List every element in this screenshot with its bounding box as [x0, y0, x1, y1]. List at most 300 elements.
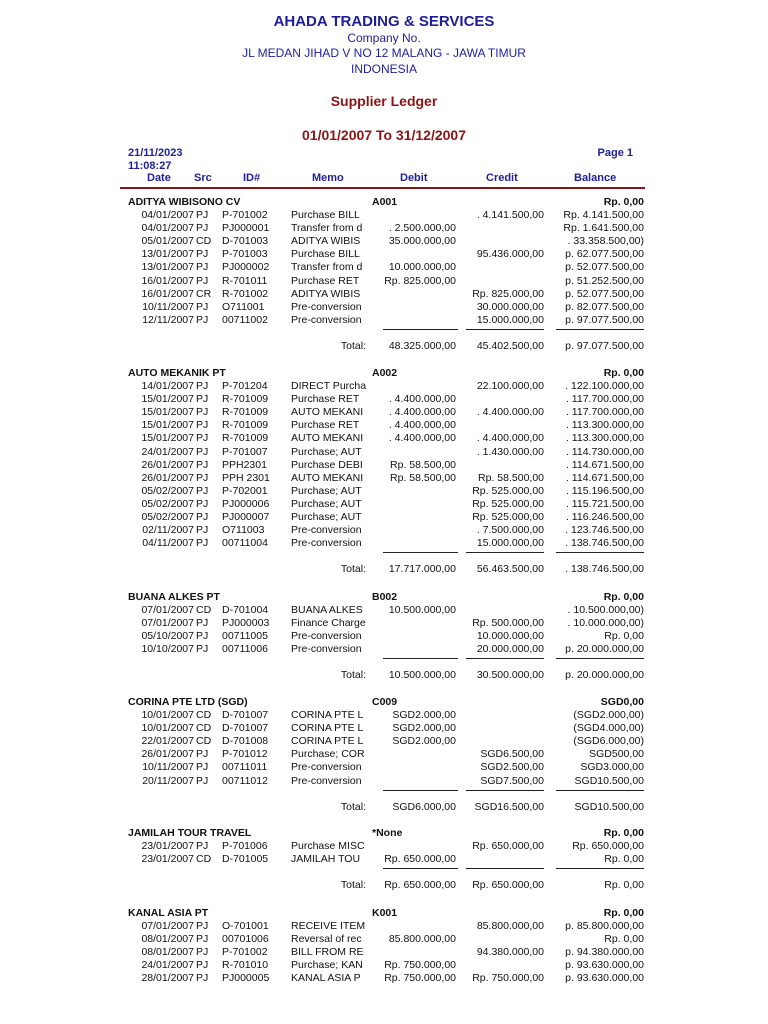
cell-id: P-701012	[222, 748, 268, 761]
transaction-row	[0, 617, 768, 630]
cell-id: 00711011	[222, 761, 268, 774]
cell-date: 13/01/2007	[141, 248, 194, 261]
cell-memo: Pre-conversion	[291, 761, 362, 774]
cell-cre: 85.800.000,00	[476, 920, 544, 933]
cell-id: PJ000001	[222, 222, 270, 235]
cell-bal: p. 51.252.500,00	[565, 274, 644, 287]
cell-cre: 15.000.000,00	[476, 313, 544, 326]
transaction-row	[0, 261, 768, 274]
cell-date: 23/01/2007	[141, 853, 194, 866]
cell-src: PJ	[196, 484, 209, 497]
supplier-header	[0, 827, 768, 840]
cell-src: PJ	[196, 524, 209, 537]
total-debit: SGD6.000,00	[392, 800, 456, 813]
cell-src: PJ	[196, 380, 209, 393]
total-rule	[0, 327, 768, 332]
total-balance: Rp. 0,00	[604, 879, 644, 892]
total-debit: 48.325.000,00	[388, 339, 456, 352]
cell-deb: . 4.400.000,00	[388, 406, 456, 419]
cell-src: PJ	[196, 406, 209, 419]
cell-memo: DIRECT Purcha	[291, 380, 367, 393]
transaction-row	[0, 959, 768, 972]
cell-memo: Purchase; AUT	[291, 484, 362, 497]
cell-date: 05/01/2007	[141, 235, 194, 248]
cell-memo: AUTO MEKANI	[291, 432, 364, 445]
cell-bal: . 114.671.500,00	[565, 471, 644, 484]
total-debit: 17.717.000,00	[388, 563, 456, 576]
cell-src: PJ	[196, 497, 209, 510]
cell-cre: Rp. 825.000,00	[472, 287, 544, 300]
cell-memo: CORINA PTE L	[291, 735, 364, 748]
supplier-name: JAMILAH TOUR TRAVEL	[128, 827, 252, 839]
total-label: Total:	[340, 800, 366, 813]
cell-memo: RECEIVE ITEM	[291, 920, 366, 933]
cell-memo: Purchase; KAN	[291, 959, 363, 972]
cell-id: P-702001	[222, 484, 268, 497]
transaction-row	[0, 314, 768, 327]
supplier-name: CORINA PTE LTD (SGD)	[128, 696, 248, 708]
cell-id: P-701204	[222, 380, 268, 393]
total-balance: p. 97.077.500,00	[565, 339, 644, 352]
cell-id: PPH 2301	[222, 471, 270, 484]
cell-date: 07/01/2007	[141, 617, 194, 630]
cell-deb: Rp. 58.500,00	[390, 471, 456, 484]
cell-memo: JAMILAH TOU	[291, 853, 361, 866]
cell-bal: . 116.246.500,00	[565, 511, 644, 524]
cell-bal: . 123.746.500,00	[565, 524, 644, 537]
supplier-opening-balance: Rp. 0,00	[603, 827, 644, 839]
cell-id: 00711012	[222, 774, 268, 787]
cell-date: 08/01/2007	[141, 946, 194, 959]
cell-bal: SGD3.000,00	[580, 761, 644, 774]
cell-memo: BUANA ALKES	[291, 604, 363, 617]
cell-memo: Purchase DEBI	[291, 458, 363, 471]
cell-src: PJ	[196, 643, 209, 656]
supplier-opening-balance: Rp. 0,00	[603, 907, 644, 919]
cell-date: 26/01/2007	[141, 748, 194, 761]
cell-src: CD	[196, 735, 212, 748]
cell-src: PJ	[196, 445, 209, 458]
total-debit: Rp. 650.000,00	[384, 879, 456, 892]
cell-cre: Rp. 500.000,00	[472, 617, 544, 630]
transaction-row	[0, 406, 768, 419]
cell-src: PJ	[196, 209, 209, 222]
cell-date: 15/01/2007	[141, 419, 194, 432]
cell-id: 00711004	[222, 537, 268, 550]
supplier-section	[0, 196, 768, 353]
cell-deb: SGD2.000,00	[392, 735, 456, 748]
supplier-code: A001	[372, 196, 398, 208]
cell-bal: p. 97.077.500,00	[565, 313, 644, 326]
cell-id: PJ000006	[222, 497, 270, 510]
cell-memo: Purchase; COR	[291, 748, 365, 761]
cell-date: 05/02/2007	[141, 484, 194, 497]
cell-cre: SGD2.500,00	[480, 761, 544, 774]
cell-id: R-701009	[222, 406, 269, 419]
cell-bal: . 114.730.000,00	[565, 445, 644, 458]
cell-memo: Purchase MISC	[291, 840, 365, 853]
cell-memo: Purchase; AUT	[291, 511, 362, 524]
transaction-row	[0, 485, 768, 498]
cell-bal: p. 52.077.500,00	[565, 261, 644, 274]
cell-id: R-701002	[222, 287, 269, 300]
cell-bal: . 33.358.500,00)	[567, 235, 644, 248]
cell-deb: SGD2.000,00	[392, 709, 456, 722]
total-credit: 56.463.500,00	[476, 563, 544, 576]
cell-id: R-701009	[222, 393, 269, 406]
transaction-row	[0, 432, 768, 445]
total-rule	[0, 866, 768, 871]
cell-deb: Rp. 58.500,00	[390, 458, 456, 471]
cell-cre: Rp. 525.000,00	[472, 497, 544, 510]
cell-src: PJ	[196, 959, 209, 972]
cell-id: D-701008	[222, 735, 269, 748]
cell-cre: 20.000.000,00	[476, 643, 544, 656]
cell-cre: . 1.430.000,00	[476, 445, 544, 458]
transaction-row	[0, 288, 768, 301]
cell-deb: . 4.400.000,00	[388, 432, 456, 445]
transaction-row	[0, 761, 768, 774]
supplier-section	[0, 367, 768, 576]
cell-src: CD	[196, 722, 212, 735]
cell-src: PJ	[196, 261, 209, 274]
transaction-row	[0, 972, 768, 985]
supplier-header	[0, 591, 768, 604]
company-name: AHADA TRADING & SERVICES	[273, 13, 495, 30]
report-title: Supplier Ledger	[330, 93, 438, 109]
cell-memo: ADITYA WIBIS	[291, 287, 361, 300]
cell-src: PJ	[196, 630, 209, 643]
supplier-header	[0, 907, 768, 920]
cell-memo: CORINA PTE L	[291, 709, 364, 722]
col-memo: Memo	[312, 172, 344, 184]
cell-date: 07/01/2007	[141, 604, 194, 617]
cell-id: D-701003	[222, 235, 269, 248]
transaction-row	[0, 735, 768, 748]
cell-memo: CORINA PTE L	[291, 722, 364, 735]
cell-deb: . 4.400.000,00	[388, 393, 456, 406]
total-label: Total:	[340, 669, 366, 682]
cell-bal: p. 82.077.500,00	[565, 300, 644, 313]
cell-cre: 30.000.000,00	[476, 300, 544, 313]
total-credit: 30.500.000,00	[476, 669, 544, 682]
cell-date: 13/01/2007	[141, 261, 194, 274]
cell-bal: . 115.196.500,00	[565, 484, 644, 497]
transaction-row	[0, 748, 768, 761]
cell-id: O711003	[222, 524, 265, 537]
cell-src: PJ	[196, 393, 209, 406]
cell-date: 05/02/2007	[141, 511, 194, 524]
cell-id: D-701005	[222, 853, 269, 866]
cell-cre: . 4.400.000,00	[476, 406, 544, 419]
transaction-row	[0, 301, 768, 314]
cell-id: R-701009	[222, 419, 269, 432]
cell-id: 00711002	[222, 313, 268, 326]
cell-date: 15/01/2007	[141, 406, 194, 419]
cell-date: 12/11/2007	[142, 313, 194, 326]
cell-src: PJ	[196, 432, 209, 445]
cell-bal: p. 93.630.000,00	[565, 972, 644, 985]
cell-bal: Rp. 1.641.500,00	[563, 222, 644, 235]
cell-deb: Rp. 750.000,00	[384, 959, 456, 972]
cell-id: O-701001	[222, 920, 269, 933]
cell-src: PJ	[196, 748, 209, 761]
cell-src: CD	[196, 853, 212, 866]
cell-cre: Rp. 650.000,00	[472, 840, 544, 853]
cell-date: 16/01/2007	[141, 274, 194, 287]
cell-src: PJ	[196, 920, 209, 933]
cell-bal: p. 94.380.000,00	[565, 946, 644, 959]
cell-memo: Pre-conversion	[291, 300, 362, 313]
transaction-row	[0, 840, 768, 853]
total-label: Total:	[340, 879, 366, 892]
cell-src: PJ	[196, 946, 209, 959]
supplier-header	[0, 196, 768, 209]
report-period: 01/01/2007 To 31/12/2007	[302, 127, 466, 143]
cell-memo: Pre-conversion	[291, 524, 362, 537]
total-balance: p. 20.000.000,00	[565, 669, 644, 682]
supplier-code: K001	[372, 907, 398, 919]
cell-memo: ADITYA WIBIS	[291, 235, 361, 248]
cell-bal: . 122.100.000,00	[565, 380, 644, 393]
transaction-row	[0, 604, 768, 617]
supplier-name: BUANA ALKES PT	[128, 591, 220, 603]
supplier-header	[0, 696, 768, 709]
cell-id: 00711005	[222, 630, 268, 643]
cell-bal: . 10.500.000,00)	[567, 604, 644, 617]
cell-date: 10/01/2007	[141, 722, 194, 735]
cell-memo: Transfer from d	[291, 222, 363, 235]
cell-cre: 94.380.000,00	[476, 946, 544, 959]
transaction-row	[0, 630, 768, 643]
cell-cre: Rp. 750.000,00	[472, 972, 544, 985]
cell-bal: p. 20.000.000,00	[565, 643, 644, 656]
transaction-row	[0, 380, 768, 393]
cell-id: P-701006	[222, 840, 268, 853]
transaction-row	[0, 498, 768, 511]
cell-src: PJ	[196, 419, 209, 432]
cell-cre: Rp. 58.500,00	[478, 471, 544, 484]
cell-memo: Purchase RET	[291, 419, 360, 432]
company-address: JL MEDAN JIHAD V NO 12 MALANG - JAWA TIMUR	[242, 46, 526, 60]
cell-deb: Rp. 650.000,00	[384, 853, 456, 866]
total-balance: . 138.746.500,00	[565, 563, 644, 576]
cell-deb: 10.500.000,00	[388, 604, 456, 617]
cell-cre: 22.100.000,00	[476, 380, 544, 393]
cell-src: CD	[196, 235, 212, 248]
company-number: Company No.	[347, 31, 421, 45]
cell-date: 14/01/2007	[141, 380, 194, 393]
cell-id: PJ000007	[222, 511, 270, 524]
cell-cre: Rp. 525.000,00	[472, 511, 544, 524]
cell-bal: . 113.300.000,00	[565, 432, 644, 445]
cell-memo: KANAL ASIA P	[291, 972, 361, 985]
cell-memo: AUTO MEKANI	[291, 406, 364, 419]
cell-bal: Rp. 0,00	[604, 630, 644, 643]
cell-memo: Reversal of rec	[291, 933, 362, 946]
cell-cre: 10.000.000,00	[476, 630, 544, 643]
col-date: Date	[147, 172, 171, 184]
cell-date: 23/01/2007	[141, 840, 194, 853]
transaction-row	[0, 393, 768, 406]
cell-memo: Purchase; AUT	[291, 497, 362, 510]
supplier-opening-balance: Rp. 0,00	[603, 367, 644, 379]
print-time: 11:08:27	[128, 160, 172, 172]
transaction-row	[0, 248, 768, 261]
cell-date: 04/11/2007	[142, 537, 194, 550]
total-credit: 45.402.500,00	[476, 339, 544, 352]
total-rule	[0, 788, 768, 793]
transaction-row	[0, 446, 768, 459]
cell-date: 07/01/2007	[141, 920, 194, 933]
cell-date: 20/11/2007	[142, 774, 194, 787]
cell-memo: Pre-conversion	[291, 313, 362, 326]
transaction-row	[0, 472, 768, 485]
cell-date: 10/01/2007	[141, 709, 194, 722]
cell-bal: . 114.671.500,00	[565, 458, 644, 471]
total-balance: SGD10.500,00	[574, 800, 644, 813]
transaction-row	[0, 537, 768, 550]
transaction-row	[0, 709, 768, 722]
total-credit: SGD16.500,00	[474, 800, 544, 813]
cell-src: PJ	[196, 222, 209, 235]
cell-bal: p. 85.800.000,00	[565, 920, 644, 933]
cell-id: D-701007	[222, 709, 269, 722]
cell-cre: SGD7.500,00	[480, 774, 544, 787]
total-rule	[0, 656, 768, 661]
cell-date: 15/01/2007	[141, 393, 194, 406]
cell-date: 10/10/2007	[141, 643, 194, 656]
cell-src: PJ	[196, 458, 209, 471]
cell-date: 24/01/2007	[141, 959, 194, 972]
cell-date: 08/01/2007	[141, 933, 194, 946]
cell-bal: p. 93.630.000,00	[565, 959, 644, 972]
cell-memo: Pre-conversion	[291, 774, 362, 787]
cell-bal: . 10.000.000,00)	[567, 617, 644, 630]
transaction-row	[0, 419, 768, 432]
cell-date: 02/11/2007	[142, 524, 194, 537]
cell-id: PPH2301	[222, 458, 267, 471]
supplier-opening-balance: Rp. 0,00	[603, 591, 644, 603]
transaction-row	[0, 722, 768, 735]
cell-date: 16/01/2007	[141, 287, 194, 300]
cell-bal: (SGD4.000,00)	[573, 722, 644, 735]
cell-bal: . 117.700.000,00	[565, 406, 644, 419]
supplier-name: AUTO MEKANIK PT	[128, 367, 226, 379]
print-date: 21/11/2023	[128, 147, 183, 159]
cell-deb: 85.800.000,00	[388, 933, 456, 946]
cell-date: 26/01/2007	[141, 458, 194, 471]
cell-id: O711001	[222, 300, 265, 313]
cell-memo: Finance Charge	[291, 617, 366, 630]
total-label: Total:	[340, 563, 366, 576]
supplier-name: KANAL ASIA PT	[128, 907, 209, 919]
cell-id: D-701007	[222, 722, 269, 735]
supplier-code: A002	[372, 367, 398, 379]
cell-id: PJ000003	[222, 617, 270, 630]
cell-src: PJ	[196, 248, 209, 261]
cell-cre: SGD6.500,00	[480, 748, 544, 761]
cell-src: PJ	[196, 933, 209, 946]
cell-id: 00711006	[222, 643, 268, 656]
transaction-row	[0, 209, 768, 222]
cell-bal: SGD500,00	[589, 748, 644, 761]
cell-bal: Rp. 4.141.500,00	[563, 209, 644, 222]
cell-src: PJ	[196, 313, 209, 326]
cell-memo: Purchase BILL	[291, 248, 360, 261]
page-number: Page 1	[597, 147, 633, 159]
cell-src: PJ	[196, 972, 209, 985]
supplier-section	[0, 907, 768, 986]
cell-src: PJ	[196, 774, 209, 787]
transaction-row	[0, 511, 768, 524]
supplier-header	[0, 367, 768, 380]
transaction-row	[0, 459, 768, 472]
cell-memo: Transfer from d	[291, 261, 363, 274]
cell-memo: Pre-conversion	[291, 537, 362, 550]
company-country: INDONESIA	[350, 62, 417, 76]
supplier-code: B002	[372, 591, 398, 603]
supplier-section	[0, 591, 768, 683]
supplier-opening-balance: Rp. 0,00	[603, 196, 644, 208]
total-row	[0, 801, 768, 814]
cell-bal: (SGD6.000,00)	[573, 735, 644, 748]
cell-deb: . 4.400.000,00	[388, 419, 456, 432]
cell-bal: . 113.300.000,00	[565, 419, 644, 432]
cell-date: 22/01/2007	[141, 735, 194, 748]
cell-src: PJ	[196, 537, 209, 550]
cell-bal: p. 52.077.500,00	[565, 287, 644, 300]
cell-date: 04/01/2007	[141, 222, 194, 235]
transaction-row	[0, 222, 768, 235]
col-id: ID#	[243, 172, 261, 184]
total-debit: 10.500.000,00	[388, 669, 456, 682]
cell-date: 26/01/2007	[141, 471, 194, 484]
cell-date: 10/11/2007	[142, 761, 194, 774]
cell-bal: Rp. 0,00	[604, 933, 644, 946]
cell-deb: 10.000.000,00	[388, 261, 456, 274]
cell-id: D-701004	[222, 604, 269, 617]
cell-memo: AUTO MEKANI	[291, 471, 364, 484]
cell-src: PJ	[196, 617, 209, 630]
cell-bal: . 117.700.000,00	[565, 393, 644, 406]
cell-deb: Rp. 750.000,00	[384, 972, 456, 985]
col-debit: Debit	[400, 172, 428, 184]
cell-bal: . 115.721.500,00	[565, 497, 644, 510]
header-rule	[120, 187, 645, 189]
cell-memo: Pre-conversion	[291, 643, 362, 656]
cell-src: PJ	[196, 840, 209, 853]
transaction-row	[0, 946, 768, 959]
cell-id: P-701007	[222, 445, 268, 458]
cell-memo: BILL FROM RE	[291, 946, 364, 959]
transaction-row	[0, 235, 768, 248]
cell-src: PJ	[196, 761, 209, 774]
cell-deb: 35.000.000,00	[388, 235, 456, 248]
cell-memo: Purchase RET	[291, 393, 360, 406]
col-balance: Balance	[574, 172, 617, 184]
cell-src: PJ	[196, 471, 209, 484]
total-label: Total:	[340, 339, 366, 352]
cell-date: 04/01/2007	[141, 209, 194, 222]
total-row	[0, 563, 768, 576]
cell-cre: . 4.400.000,00	[476, 432, 544, 445]
cell-bal: (SGD2.000,00)	[573, 709, 644, 722]
cell-cre: . 4.141.500,00	[476, 209, 544, 222]
cell-date: 05/02/2007	[141, 497, 194, 510]
col-src: Src	[194, 172, 212, 184]
cell-src: PJ	[196, 300, 209, 313]
